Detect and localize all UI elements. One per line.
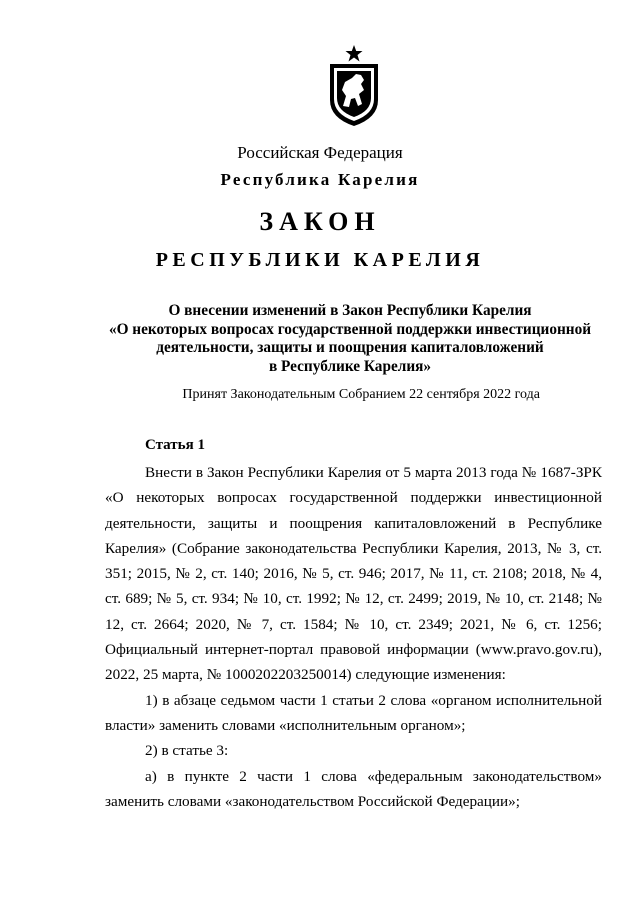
amendment-item-2a: а) в пункте 2 части 1 слова «федеральным законодательством» заменить словами «законодательством Российской Федерации»; — [105, 767, 602, 810]
article-intro-paragraph: Внести в Закон Республики Карелия от 5 марта 2013 года № 1687-ЗРК «О некоторых вопросах государственной поддержки инвестиционной деятельности, защиты и поощрения капиталовложений в Республике Карелия» (Собрание законодательства Республики Карелия, 2013, № 3, ст. 351; 2015, № 2, ст. 140; 2016, № 5, ст. 946; 2017, № 11, ст. 2108; 2018, № 4, ст. 689; № 5, ст. 934; № 10, ст. 1992; № 12, ст. 2499; 2019, № 10, ст. 2148; № 12, ст. 2664; 2020, № 7, ст. 1584; № 10, ст. 2349; 2021, № 6, ст. 1256; Официальный интернет-портал правовой информации (www.pravo.gov.ru), 2022, 25 марта, № 1000202203250014) следующие изменения: — [105, 464, 602, 684]
federation-line: Российская Федерация — [237, 143, 403, 162]
law-title-line: в Республике Карелия» — [268, 357, 432, 375]
karelia-coat-of-arms-icon — [326, 44, 382, 128]
amendment-item-1: 1) в абзаце седьмом части 1 статьи 2 слова «органом исполнительной власти» заменить словами «исполнительным органом»; — [105, 691, 602, 734]
article-body — [105, 460, 602, 814]
amendment-item-2: 2) в статье 3: — [145, 742, 229, 760]
law-title — [100, 302, 600, 376]
republic-line: Республика Карелия — [220, 170, 420, 189]
article-heading: Статья 1 — [145, 437, 205, 453]
document-type: ЗАКОН — [259, 207, 381, 236]
law-title-line: «О некоторых вопросах государственной поддержки инвестиционной — [108, 320, 592, 338]
law-title-line: О внесении изменений в Закон Республики Карелия — [168, 302, 532, 319]
law-title-line: деятельности, защиты и поощрения капиталовложений — [156, 339, 544, 356]
document-issuer: РЕСПУБЛИКИ КАРЕЛИЯ — [155, 249, 485, 271]
adoption-note: Принят Законодательным Собранием 22 сентября 2022 года — [182, 387, 540, 402]
